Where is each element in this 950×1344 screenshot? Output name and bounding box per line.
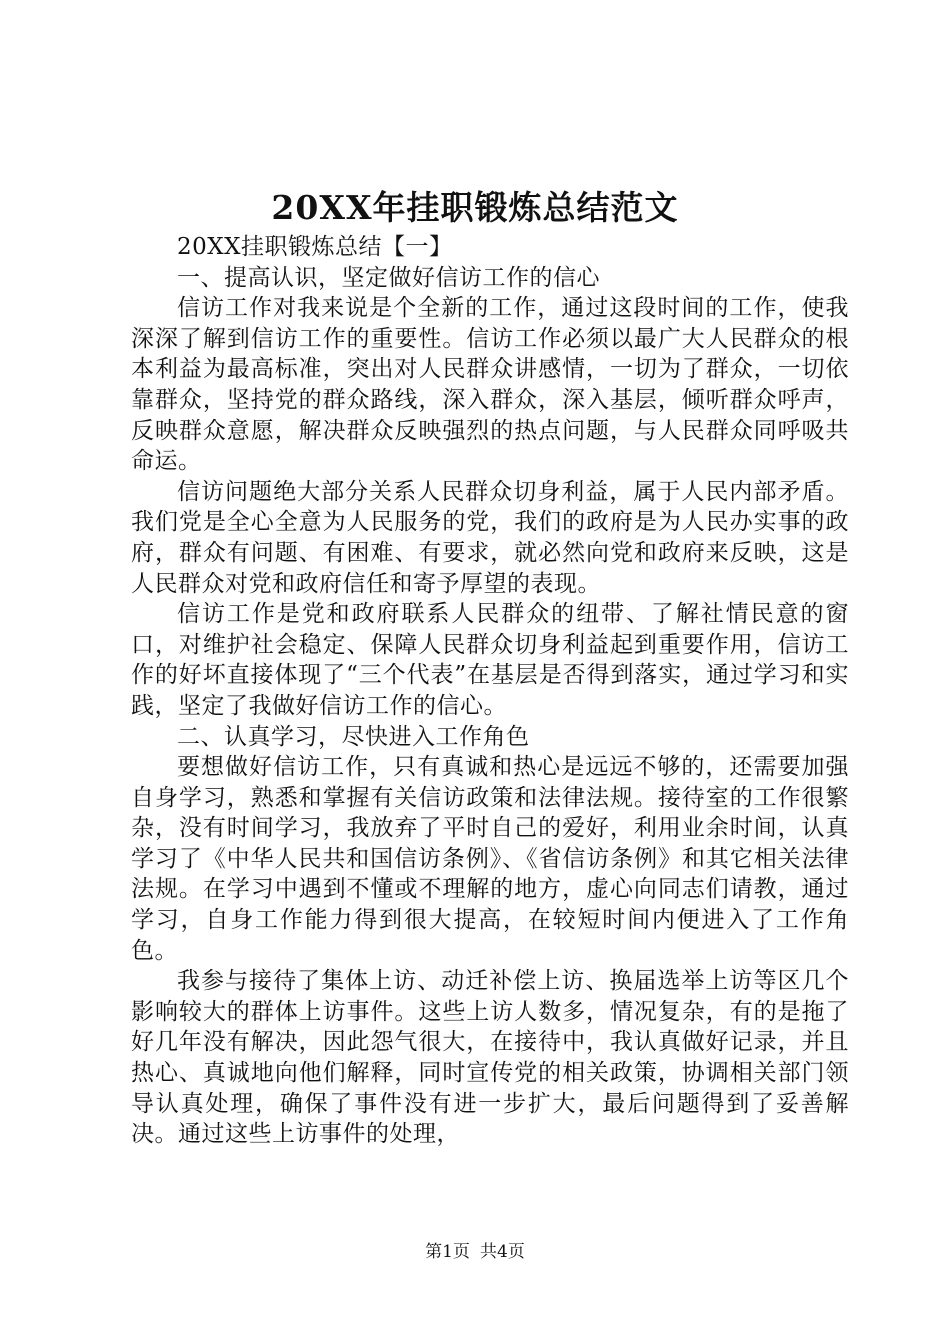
subsection-heading: 二、认真学习，尽快进入工作角色: [177, 723, 530, 750]
page-footer: [0, 1240, 950, 1264]
body-paragraph: 我参与接待了集体上访、动迁补偿上访、换届选举上访等区几个影响较大的群体上访事件。这些上访人数多，情况复杂，有的是拖了好几年没有解决，因此怨气很大，在接待中，我认真做好记录，并且热心、真诚地向他们解释，同时宣传党的相关政策，协调相关部门领导认真处理，确保了事件没有进一步扩大，最后问题得到了妥善解决。通过这些上访事件的处理，: [131, 968, 849, 1148]
body-paragraph: 要想做好信访工作，只有真诚和热心是远远不够的，还需要加强自身学习，熟悉和掌握有关信访政策和法律法规。接待室的工作很繁杂，没有时间学习，我放弃了平时自己的爱好，利用业余时间，认真学习了《中华人民共和国信访条例》、《省信访条例》和其它相关法律法规。在学习中遇到不懂或不理解的地方，虚心向同志们请教，通过学习，自身工作能力得到很大提高，在较短时间内便进入了工作角色。: [131, 754, 849, 964]
subsection-heading: 一、提高认识，坚定做好信访工作的信心: [177, 264, 600, 291]
page-number: 第1页: [425, 1242, 470, 1262]
body-paragraph: 信访工作是党和政府联系人民群众的纽带、了解社情民意的窗口，对维护社会稳定、保障人民群众切身利益起到重要作用，信访工作的好坏直接体现了“三个代表”在基层是否得到落实，通过学习和实践，坚定了我做好信访工作的信心。: [131, 601, 849, 719]
page-total: 共4页: [480, 1242, 525, 1262]
document-title: 20XX年挂职锻炼总结范文: [271, 188, 679, 227]
body-paragraph: 信访问题绝大部分关系人民群众切身利益，属于人民内部矛盾。我们党是全心全意为人民服务的党，我们的政府是为人民办实事的政府，群众有问题、有困难、有要求，就必然向党和政府来反映，这是人民群众对党和政府信任和寄予厚望的表现。: [131, 478, 849, 597]
document-body: [131, 232, 849, 1150]
body-paragraph: 信访工作对我来说是个全新的工作，通过这段时间的工作，使我深深了解到信访工作的重要性。信访工作必须以最广大人民群众的根本利益为最高标准，突出对人民群众讲感情，一切为了群众，一切依靠群众，坚持党的群众路线，深入群众，深入基层，倾听群众呼声，反映群众意愿，解决群众反映强烈的热点问题，与人民群众同呼吸共命运。: [131, 295, 849, 475]
section-heading: 20XX挂职锻炼总结【一】: [177, 234, 453, 260]
